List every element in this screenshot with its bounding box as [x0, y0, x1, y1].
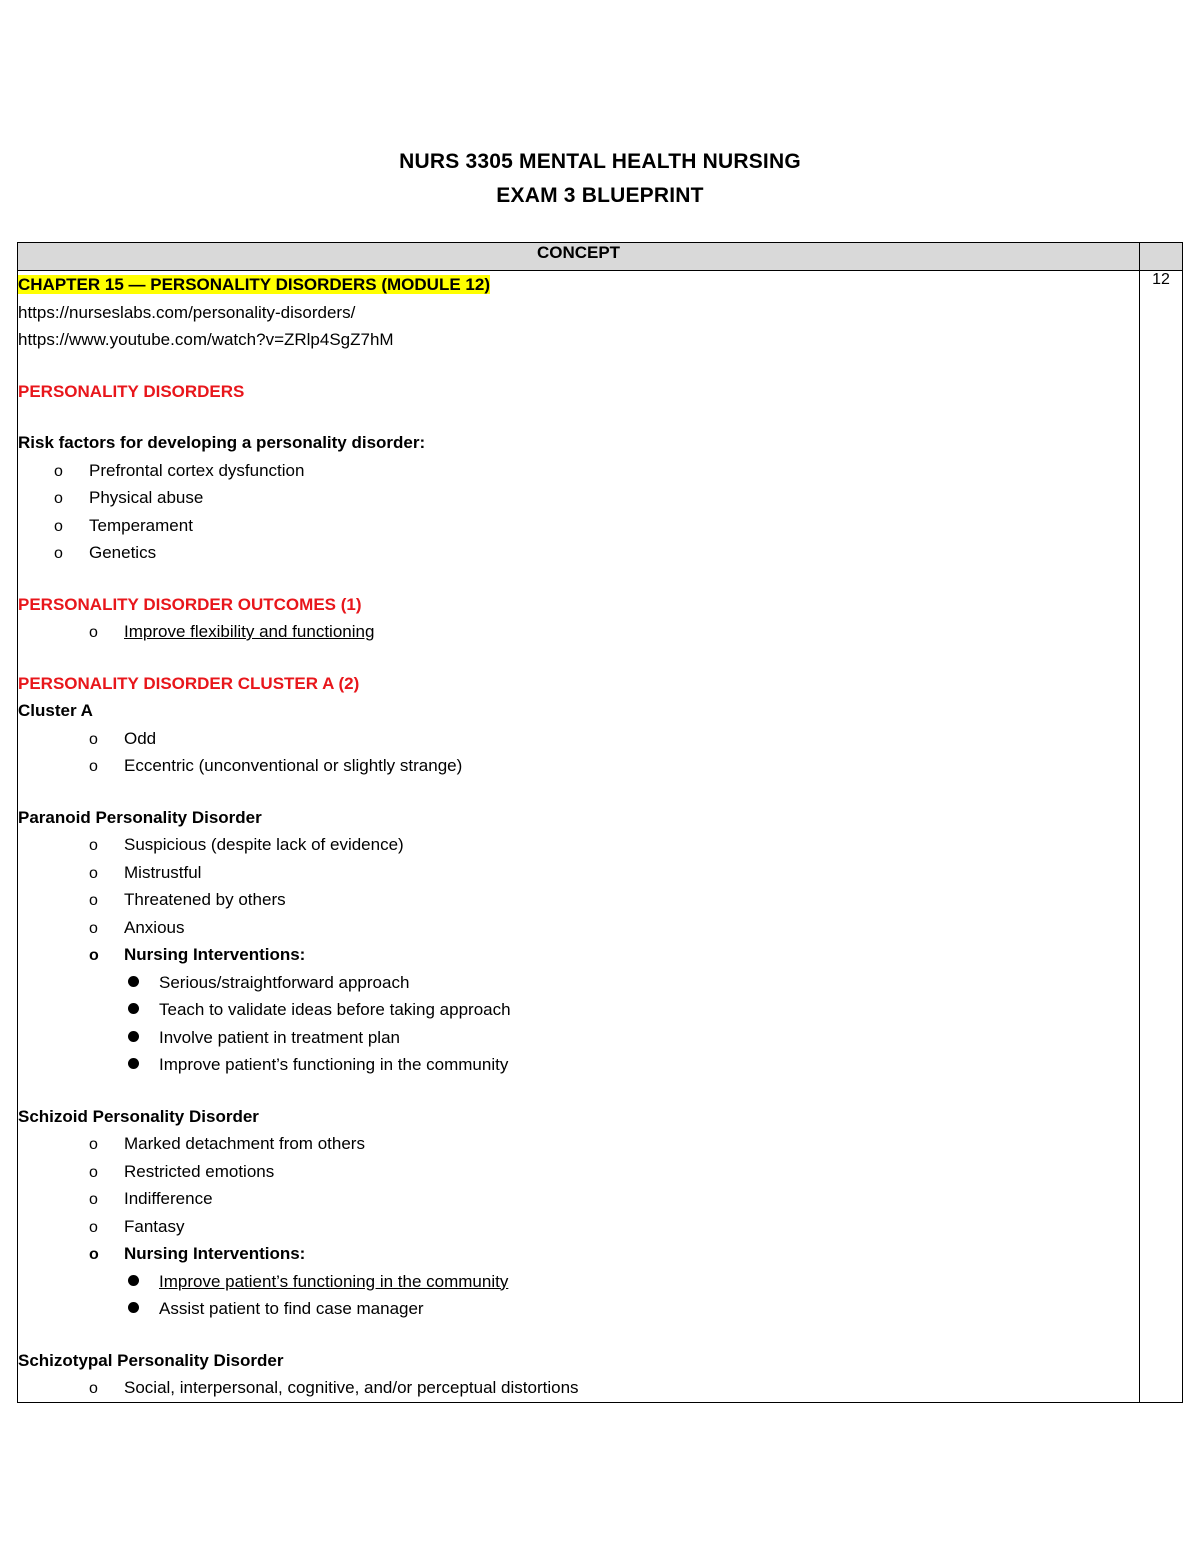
list-item [18, 539, 1139, 567]
list-item [18, 618, 1139, 646]
list-item [18, 1240, 1139, 1268]
intervention-item [18, 1051, 1139, 1079]
bullet-marker: o [89, 624, 98, 641]
list-item-text: Odd [124, 728, 157, 748]
intervention-item [18, 1024, 1139, 1052]
list-item [18, 752, 1139, 780]
cluster-a-heading: Cluster A [18, 701, 93, 720]
bullet-marker: o [89, 1136, 98, 1153]
bullet-marker: o [89, 837, 98, 854]
list-item [18, 831, 1139, 859]
reference-link[interactable]: https://nurseslabs.com/personality-disorders/ [18, 302, 356, 322]
blueprint-table [17, 242, 1183, 1403]
list-item-text: Indifference [124, 1189, 213, 1208]
bullet-marker: o [89, 1163, 98, 1181]
list-item [18, 484, 1139, 512]
list-item-text: Social, interpersonal, cognitive, and/or perceptual distortions [124, 1378, 579, 1397]
intervention-item [18, 1295, 1139, 1323]
section-heading-outcomes: PERSONALITY DISORDER OUTCOMES (1) [18, 594, 362, 614]
bullet-marker: o [89, 864, 98, 882]
list-item-text: Prefrontal cortex dysfunction [89, 460, 305, 480]
list-item-text: Genetics [89, 543, 157, 562]
list-item-text: Eccentric (unconventional or slightly strange) [124, 756, 463, 775]
bullet-dot-icon [128, 976, 139, 987]
list-item-text: Improve flexibility and functioning [124, 622, 375, 641]
intervention-text: Teach to validate ideas before taking approach [159, 1000, 511, 1019]
intervention-item [18, 1268, 1139, 1296]
document-title [0, 145, 1200, 213]
intervention-text: Serious/straightforward approach [159, 972, 410, 992]
bullet-marker: o [89, 758, 98, 775]
bullet-marker: o [89, 919, 98, 937]
list-item-text: Suspicious (despite lack of evidence) [124, 835, 404, 854]
concept-column-header: CONCEPT [18, 243, 1140, 271]
list-item [18, 1213, 1139, 1241]
list-item-text: Anxious [124, 917, 185, 937]
chapter-heading: CHAPTER 15 — PERSONALITY DISORDERS (MODULE 12) [18, 275, 490, 294]
intervention-text: Improve patient’s functioning in the community [159, 1271, 509, 1291]
bullet-marker: o [89, 1380, 98, 1397]
intervention-item [18, 996, 1139, 1024]
list-item [18, 1158, 1139, 1186]
bullet-dot-icon [128, 1302, 139, 1313]
list-item [18, 859, 1139, 887]
list-item [18, 457, 1139, 485]
list-item-text: Marked detachment from others [124, 1134, 365, 1153]
intervention-text: Involve patient in treatment plan [159, 1027, 400, 1047]
course-title: NURS 3305 MENTAL HEALTH NURSING [399, 150, 801, 173]
list-item [18, 1185, 1139, 1213]
bullet-marker: o [54, 545, 63, 562]
bullet-dot-icon [128, 1031, 139, 1042]
paranoid-heading: Paranoid Personality Disorder [18, 807, 262, 827]
bullet-dot-icon [128, 1275, 139, 1286]
list-item-text: Temperament [89, 515, 193, 535]
risk-factors-heading: Risk factors for developing a personality disorder: [18, 433, 426, 452]
table-row [18, 271, 1183, 1403]
list-item-text: Mistrustful [124, 862, 202, 882]
reference-link[interactable]: https://www.youtube.com/watch?v=ZRlp4SgZ7hM [18, 330, 394, 349]
list-item [18, 941, 1139, 969]
table-header-row [18, 243, 1183, 271]
schizotypal-heading: Schizotypal Personality Disorder [18, 1350, 284, 1370]
list-item-text: Fantasy [124, 1216, 185, 1236]
bullet-marker: o [89, 1191, 98, 1208]
list-item [18, 725, 1139, 753]
list-item-text: Threatened by others [124, 890, 286, 909]
list-item-text: Restricted emotions [124, 1161, 275, 1181]
list-item [18, 1374, 1139, 1402]
intervention-text: Improve patient’s functioning in the community [159, 1055, 509, 1074]
nursing-interventions-label: Nursing Interventions: [124, 1244, 306, 1263]
bullet-marker: o [54, 490, 63, 507]
bullet-marker: o [89, 1246, 99, 1263]
concept-cell [18, 271, 1140, 1403]
section-heading-cluster-a: PERSONALITY DISORDER CLUSTER A (2) [18, 673, 360, 693]
bullet-marker: o [89, 947, 99, 964]
count-column-header [1140, 243, 1183, 271]
list-item-text: Physical abuse [89, 488, 204, 507]
bullet-marker: o [54, 462, 63, 480]
nursing-interventions-label: Nursing Interventions: [124, 945, 306, 964]
question-count: 12 [1140, 271, 1183, 1403]
intervention-item [18, 969, 1139, 997]
schizoid-heading: Schizoid Personality Disorder [18, 1106, 259, 1126]
bullet-dot-icon [128, 1003, 139, 1014]
list-item [18, 886, 1139, 914]
bullet-marker: o [89, 730, 98, 748]
list-item [18, 512, 1139, 540]
section-heading-personality-disorders: PERSONALITY DISORDERS [18, 381, 245, 401]
list-item [18, 914, 1139, 942]
bullet-marker: o [89, 892, 98, 909]
exam-title: EXAM 3 BLUEPRINT [496, 184, 704, 207]
bullet-marker: o [89, 1218, 98, 1236]
intervention-text: Assist patient to find case manager [159, 1299, 424, 1318]
bullet-dot-icon [128, 1058, 139, 1069]
list-item [18, 1130, 1139, 1158]
bullet-marker: o [54, 517, 63, 535]
